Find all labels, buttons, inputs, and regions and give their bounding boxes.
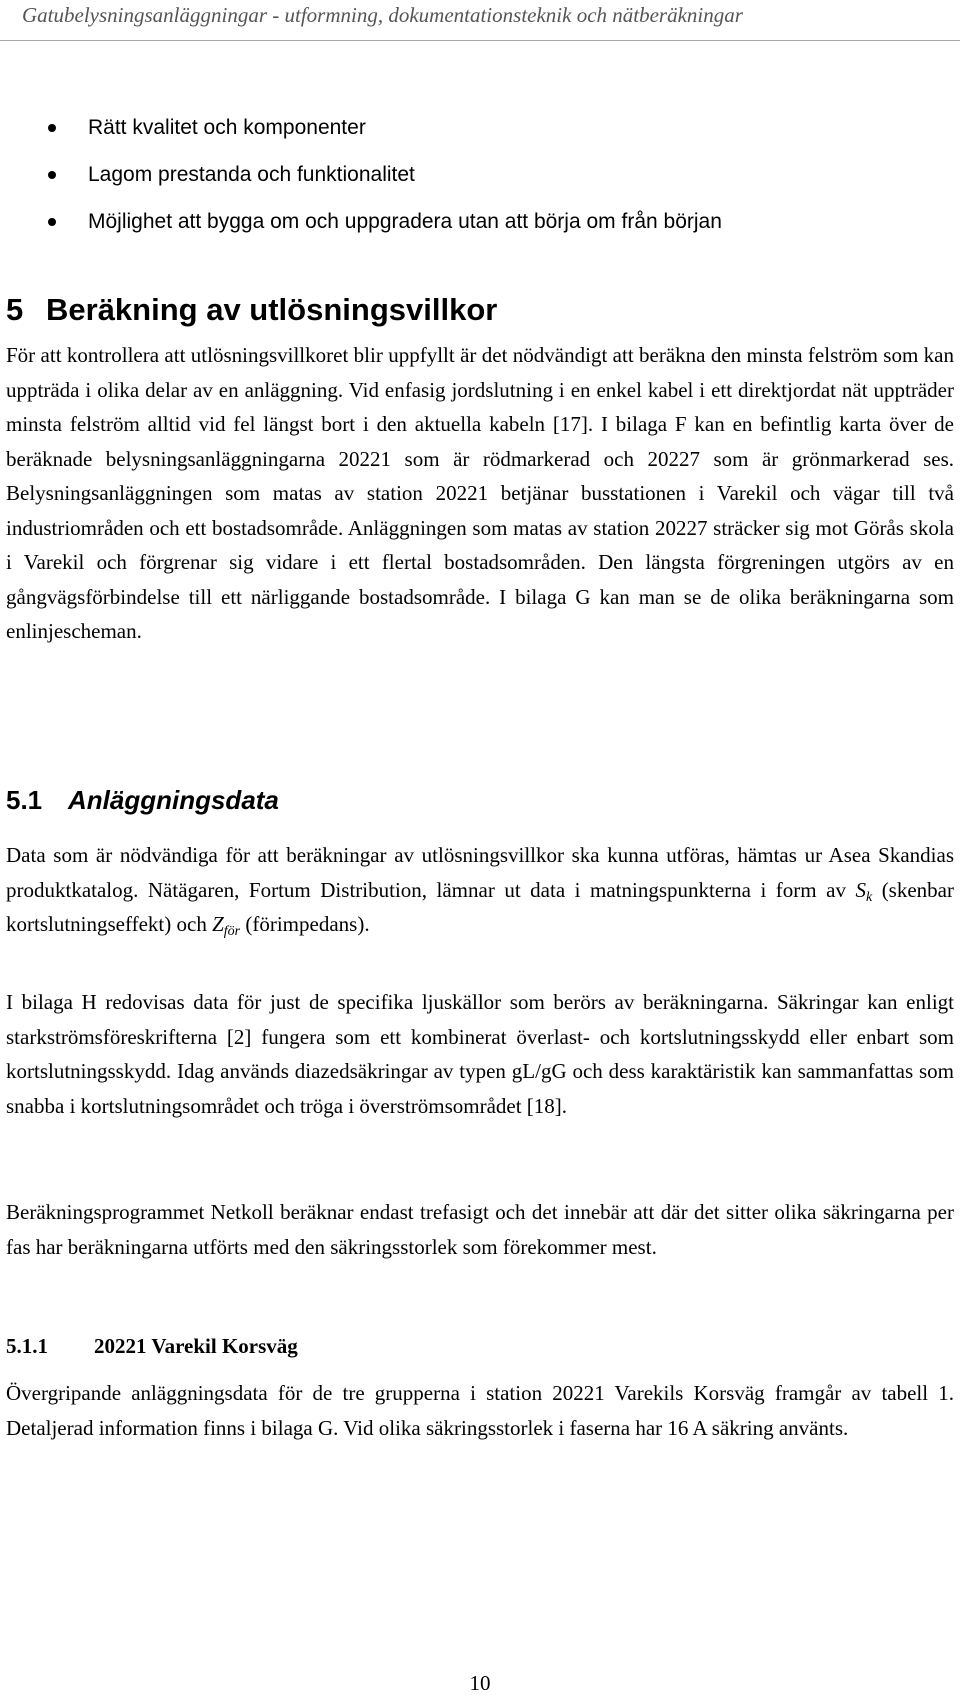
page-number: 10 [469, 1671, 491, 1695]
section-number: 5.1 [6, 785, 43, 815]
section-title: Beräkning av utlösningsvillkor [46, 292, 498, 327]
paragraph-text: (förimpedans). [240, 912, 370, 936]
sk-symbol [855, 877, 873, 905]
bullet-icon [48, 124, 56, 132]
list-item [0, 104, 960, 151]
list-item-text: Möjlighet att bygga om och uppgradera utan att börja om från början [88, 210, 722, 233]
list-item [0, 151, 960, 198]
bullet-list [0, 104, 960, 245]
symbol-letter: Z [212, 912, 224, 936]
section-5-1-paragraph-3: Beräkningsprogrammet Netkoll beräknar endast trefasigt och det innebär att där det sitter olika säkringarna per fas har beräkningarna utförts med den säkringsstorlek som förekommer mest. [6, 1200, 954, 1259]
symbol-subscript: k [865, 889, 873, 905]
paragraph-text: Data som är nödvändiga för att beräkningar av utlösningsvillkor ska kunna utföras, hämtas ur Asea Skandias produktkatalog. Nätägaren, Fortum Distribution, lämnar ut data i matningspunkterna i form av [6, 843, 954, 902]
section-5-paragraph: För att kontrollera att utlösningsvillkoret blir uppfyllt är det nödvändigt att beräkna den minsta felström som kan uppträda i olika delar av en anläggning. Vid enfasig jordslutning i en enkel kabel i ett direktjordat nät uppträder minsta felström alltid vid fel längst bort i den aktuella kabeln [17]. I bilaga F kan en befintlig karta över de beräknade belysningsanläggningarna 20221 som är rödmarkerad och 20227 som är grönmarkerad ses. Belysningsanläggningen som matas av station 20221 betjänar busstationen i Varekil och vägar till två industriområden och ett bostadsområde. Anläggningen som matas av station 20227 sträcker sig mot Görås skola i Varekil och förgrenar sig vidare i ett flertal bostadsområden. Den längsta förgreningen utgörs av en gångvägsförbindelse till ett närliggande bostadsområde. I bilaga G kan man se de olika beräkningarna som enlinjescheman. [6, 343, 954, 643]
section-title: 20221 Varekil Korsväg [94, 1334, 298, 1358]
paragraph-text: (skenbar kortslutningseffekt) och [6, 877, 954, 936]
header-divider [0, 40, 960, 41]
section-5-1-paragraph-1 [6, 838, 954, 942]
symbol-letter: S [855, 877, 866, 902]
zfor-symbol [212, 912, 241, 939]
list-item [0, 198, 960, 245]
running-header: Gatubelysningsanläggningar - utformning, dokumentationsteknik och nätberäkningar [22, 3, 743, 27]
list-item-text: Rätt kvalitet och komponenter [88, 116, 366, 139]
section-5-1-1-paragraph: Övergripande anläggningsdata för de tre grupperna i station 20221 Varekils Korsväg framgår av tabell 1. Detaljerad information finns i bilaga G. Vid olika säkringsstorlek i faserna har 16 A säkring använts. [6, 1381, 954, 1440]
bullet-icon [48, 171, 56, 179]
section-number: 5 [6, 292, 24, 327]
section-heading-5-1 [6, 782, 279, 818]
section-heading-5 [6, 290, 497, 330]
section-5-1-paragraph-2: I bilaga H redovisas data för just de specifika ljuskällor som berörs av beräkningarna. Säkringar kan enligt starkströmsföreskrifterna [2] fungera som ett kombinerat överlast- och kortslutningsskydd eller enbart som kortslutningsskydd. Idag används diazedsäkringar av typen gL/gG och dess karaktäristik kan sammanfattas som snabba i kortslutningsområdet och tröga i överströmsområdet [18]. [6, 990, 954, 1118]
section-number: 5.1.1 [6, 1334, 48, 1358]
list-item-text: Lagom prestanda och funktionalitet [88, 163, 415, 186]
section-heading-5-1-1 [6, 1330, 298, 1362]
section-title: Anläggningsdata [68, 785, 279, 815]
bullet-icon [48, 218, 56, 226]
symbol-subscript: för [223, 924, 241, 939]
